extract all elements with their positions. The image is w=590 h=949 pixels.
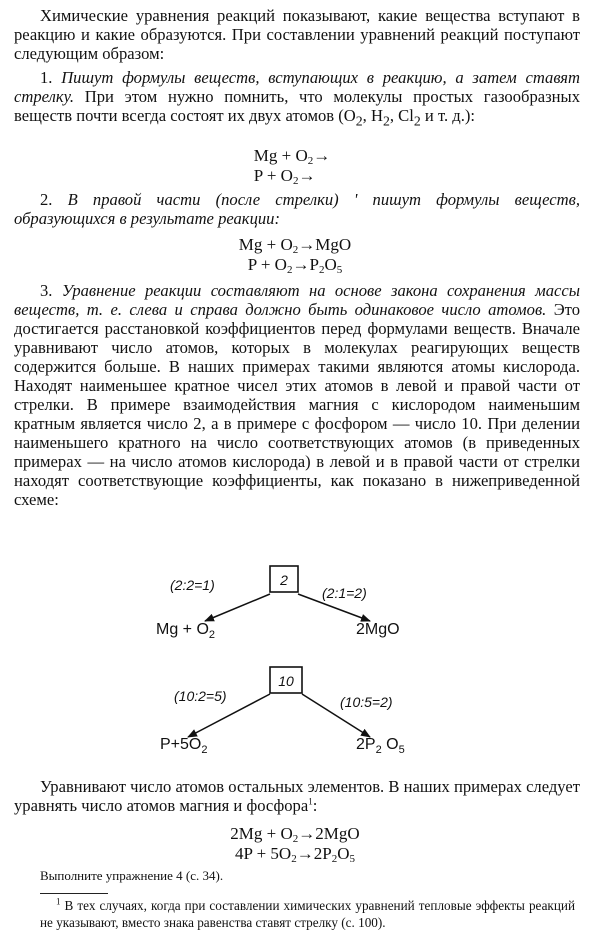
eq-arrow: → bbox=[298, 166, 316, 185]
step-3-text: Это достигается расстановкой коэффициентов перед формулами веществ. Вначале уравнивают число атомов, которых в молекулах реагирующих веществ содержится больше. В наших примерах такими являются атомы кислорода. Находят наименьшее кратное чисел этих атомов в левой и правой части от стрелки. В примере взаимодействия магния с кислородом наименьшим кратным является число 2, а в примере с фосфором — число 10. При делении наименьшего кратного на число соответствующих атомов (в приведенных примерах — на число атомов кислорода) в левой и в правой части от стрелки находят соответствующие коэффициенты, как показано в нижеприведенной схеме: bbox=[14, 300, 580, 509]
arrow-left bbox=[205, 594, 270, 621]
eq-part: P + O bbox=[247, 255, 287, 274]
step-3-number: 3. bbox=[40, 281, 53, 300]
ratio-right: (10:5=2) bbox=[340, 694, 393, 710]
eq-part: 2Mg + O bbox=[230, 824, 293, 843]
formula-right: 2MgO bbox=[356, 621, 400, 638]
formula-left bbox=[160, 736, 207, 756]
equation-2mgo bbox=[0, 824, 590, 844]
eq-sub: 2 bbox=[292, 833, 299, 845]
eq-part: →2MgO bbox=[298, 824, 360, 843]
balance-paragraph bbox=[14, 777, 580, 815]
step-2-instruction: В правой части (после стрелки) ' пишут формулы веществ, образующихся в результате реакции: bbox=[14, 190, 580, 228]
step-3-instruction: Уравнение реакции составляют на основе закона сохранения массы веществ, т. е. слева и справа должно быть одинаковое число атомов. bbox=[14, 281, 580, 319]
formula-part: O bbox=[381, 736, 399, 753]
eq-sub: 2 bbox=[286, 264, 293, 276]
eq-part: P + O bbox=[253, 166, 293, 185]
formula-part: P+5O bbox=[160, 736, 202, 753]
eq-part: O bbox=[324, 255, 337, 274]
eq-part: Mg + O bbox=[238, 235, 293, 254]
eq-sub: 2 bbox=[292, 244, 299, 256]
eq-arrow: → bbox=[313, 146, 331, 165]
eq-part: →MgO bbox=[298, 235, 352, 254]
formula-part: 2P bbox=[356, 736, 376, 753]
footnote-mark: 1 bbox=[56, 896, 61, 907]
subscript: 2 bbox=[355, 113, 363, 129]
eq-sub: 2 bbox=[318, 264, 325, 276]
formula-sub: 5 bbox=[398, 744, 405, 756]
formula-right bbox=[356, 736, 405, 756]
subscript: 2 bbox=[382, 113, 390, 129]
ratio-left: (10:2=5) bbox=[174, 688, 227, 704]
step-1-text-2: , H bbox=[362, 106, 383, 125]
lcm-value: 2 bbox=[280, 572, 288, 588]
formula-part: Mg + O bbox=[156, 621, 209, 638]
eq-part: O bbox=[337, 844, 350, 863]
equation-4p bbox=[0, 844, 590, 864]
balance-end: : bbox=[312, 796, 318, 815]
eq-part: →2P bbox=[296, 844, 332, 863]
intro-text: Химические уравнения реакций показывают, какие вещества вступают в реакцию и какие образуются. При составлении уравнений реакций поступают следующим образом: bbox=[14, 6, 580, 63]
formula-sub: 2 bbox=[208, 629, 216, 641]
footnote-ref: 1 bbox=[308, 796, 313, 807]
equation-block-3 bbox=[0, 824, 590, 864]
step-1-number: 1. bbox=[40, 68, 53, 87]
footnote-text: В тех случаях, когда при составлении химических уравнений тепловые эффекты реакций не указывают, вместо знака равенства ставят стрелку (с. 100). bbox=[40, 898, 575, 930]
ratio-right: (2:1=2) bbox=[322, 585, 367, 601]
eq-part: →P bbox=[292, 255, 319, 274]
step-1-instruction: Пишут формулы веществ, вступающих в реакцию, а затем ставят стрелку. bbox=[14, 68, 580, 106]
scheme-p bbox=[160, 667, 405, 756]
ratio-left: (2:2=1) bbox=[170, 577, 215, 593]
eq-sub: 5 bbox=[349, 853, 355, 865]
step-1-text: При этом нужно помнить, что молекулы простых газообразных веществ почти всегда состоят их двух атомов (O bbox=[14, 87, 580, 125]
scheme-mg bbox=[156, 566, 400, 641]
step-1-text-4: и т. д.): bbox=[420, 106, 475, 125]
step-2-number: 2. bbox=[40, 190, 53, 209]
eq-sub: 2 bbox=[291, 853, 297, 865]
eq-sub: 2 bbox=[307, 155, 314, 167]
formula-left bbox=[156, 621, 215, 641]
subscript: 2 bbox=[413, 113, 421, 129]
lcm-value: 10 bbox=[278, 673, 294, 689]
eq-sub: 2 bbox=[331, 853, 338, 865]
eq-part: Mg + O bbox=[253, 146, 308, 165]
balance-text: Уравнивают число атомов остальных элементов. В наших примерах следует уравнять число атомов магния и фосфора bbox=[14, 777, 580, 815]
eq-part: 4P + 5O bbox=[235, 844, 292, 863]
formula-sub: 2 bbox=[375, 744, 382, 756]
footnote-divider bbox=[40, 893, 108, 894]
footnote bbox=[40, 898, 575, 931]
formula-sub: 2 bbox=[201, 744, 208, 756]
step-1-text-3: , Cl bbox=[389, 106, 414, 125]
eq-sub: 2 bbox=[292, 175, 299, 187]
eq-sub: 5 bbox=[336, 264, 343, 276]
exercise-note: Выполните упражнение 4 (с. 34). bbox=[40, 868, 224, 883]
